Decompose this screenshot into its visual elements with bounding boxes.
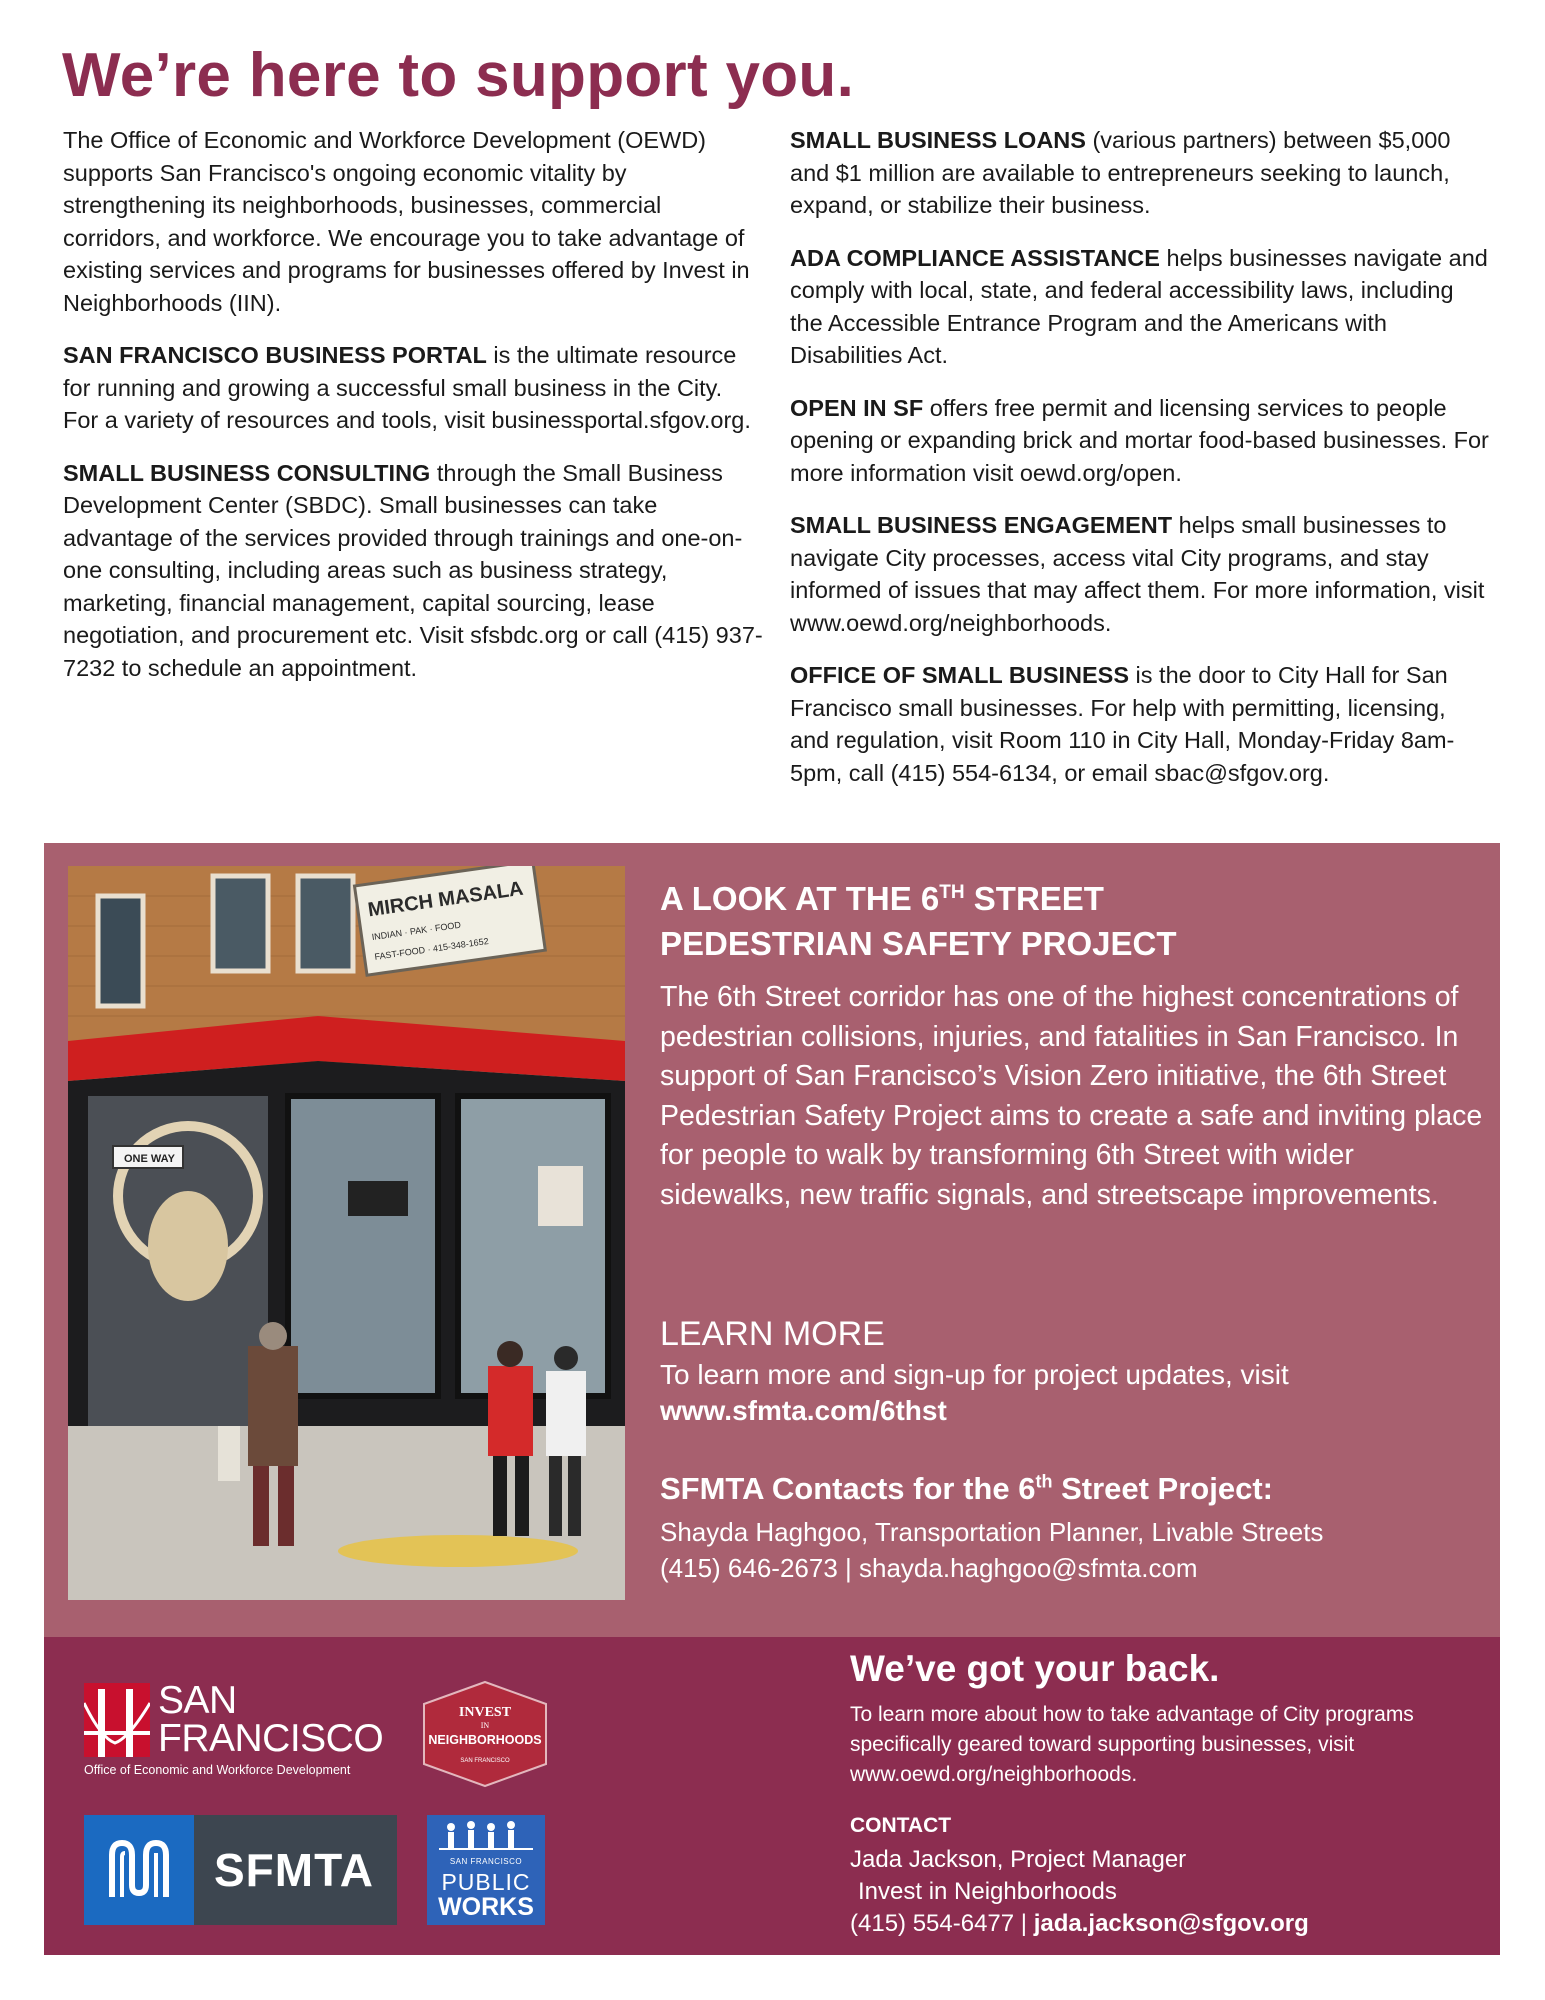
sfmta-contact-info[interactable]: (415) 646-2673 | shayda.haghgoo@sfmta.com <box>660 1553 1198 1583</box>
svg-text:NEIGHBORHOODS: NEIGHBORHOODS <box>428 1733 542 1747</box>
svg-text:SAN FRANCISCO: SAN FRANCISCO <box>460 1758 510 1764</box>
office-small-business-paragraph: OFFICE OF SMALL BUSINESS is the door to City Hall for San Francisco small businesses. For help with permitting, licensing, and regulation, visit Room 110 in City Hall, Monday-Friday 8am-5pm, call (415) 554-6134, or email sbac@sfgov.org. <box>790 662 1455 786</box>
pedestrian-project-title: A LOOK AT THE 6TH STREET PEDESTRIAN SAFETY PROJECT <box>660 880 1177 962</box>
sfmta-contacts-heading: SFMTA Contacts for the 6th Street Project: <box>660 1471 1273 1506</box>
pedestrian-project-description: The 6th Street corridor has one of the highest concentrations of pedestrian collisions, injuries, and fatalities in San Francisco. In support of San Francisco’s Vision Zero initiative, the 6th Street Pedestrian Safety Project aims to create a safe and inviting place for people to walk by transforming 6th Street with wider sidewalks, new traffic signals, and streetscape improvements. <box>660 981 1483 1211</box>
business-portal-paragraph: SAN FRANCISCO BUSINESS PORTAL is the ultimate resource for running and growing a successful small business in the City. For a variety of resources and tools, visit businessportal.sfgov.org. <box>63 342 751 433</box>
contact-email-link[interactable]: jada.jackson@sfgov.org <box>1033 1910 1309 1937</box>
sfmta-logo <box>84 1815 397 1925</box>
sf-logo-line2: FRANCISCO <box>158 1717 384 1760</box>
business-consulting-paragraph: SMALL BUSINESS CONSULTING through the Small Business Development Center (SBDC). Small businesses can take advantage of the services provided through trainings and one-on-one consulting, including areas such as business strategy, marketing, financial management, capital sourcing, lease negotiation, and procurement etc. Visit sfsbdc.org or call (415) 937-7232 to schedule an appointment. <box>63 459 763 681</box>
business-consulting-lead: SMALL BUSINESS CONSULTING <box>63 459 431 486</box>
workers-icon <box>427 1815 545 1855</box>
golden-gate-bridge-icon <box>84 1683 150 1757</box>
project-url-link[interactable]: www.sfmta.com/6thst <box>660 1395 947 1426</box>
street-corner-illustration <box>68 866 625 1600</box>
page-headline: We’re here to support you. <box>62 41 855 110</box>
sf-oewd-logo <box>84 1679 384 1777</box>
learn-more-heading: LEARN MORE <box>660 1315 885 1353</box>
contact-heading: CONTACT <box>850 1814 952 1837</box>
left-column <box>63 124 763 704</box>
restaurant-sign-text: MIRCH MASALA <box>366 877 525 922</box>
public-works-logo: SAN FRANCISCO PUBLIC WORKS <box>427 1815 545 1925</box>
business-loans-paragraph: SMALL BUSINESS LOANS (various partners) between $5,000 and $1 million are available to entrepreneurs seeking to launch, expand, or stabilize their business. <box>790 127 1451 218</box>
contact-phone: (415) 554-6477 | <box>850 1910 1034 1937</box>
learn-more-text: To learn more and sign-up for project updates, visit www.sfmta.com/6thst <box>660 1359 1289 1426</box>
muni-worm-icon <box>84 1815 194 1925</box>
sfmta-wordmark: SFMTA <box>214 1844 375 1896</box>
business-portal-lead: SAN FRANCISCO BUSINESS PORTAL <box>63 342 487 368</box>
contact-details <box>850 1844 1490 1940</box>
ada-compliance-paragraph: ADA COMPLIANCE ASSISTANCE helps businesses navigate and comply with local, state, and federal accessibility laws, including the Accessible Entrance Program and the Americans with Disabilities Act. <box>790 244 1488 368</box>
contact-org: Invest in Neighborhoods <box>858 1878 1117 1905</box>
intro-paragraph: The Office of Economic and Workforce Development (OEWD) supports San Francisco's ongoing economic vitality by strengthening its neighborhoods, businesses, commercial corridors, and workforce. We encourage you to take advantage of existing services and programs for businesses offered by Invest in Neighborhoods (IIN). <box>63 127 750 316</box>
contact-name: Jada Jackson, Project Manager <box>850 1846 1187 1873</box>
svg-text:INDIAN · PAK · FOOD: INDIAN · PAK · FOOD <box>371 919 462 943</box>
svg-text:FAST-FOOD · 415-348-1652: FAST-FOOD · 415-348-1652 <box>373 935 490 962</box>
sf-logo-subtitle: Office of Economic and Workforce Development <box>84 1763 351 1777</box>
sfmta-contact-details: Shayda Haghgoo, Transportation Planner, Livable Streets (415) 646-2673 | shayda.haghgoo@sfmta.com <box>660 1517 1324 1583</box>
business-engagement-paragraph: SMALL BUSINESS ENGAGEMENT helps small businesses to navigate City processes, access vital City programs, and stay informed of issues that may affect them. For more information, visit www.oewd.org/neighborhoods. <box>790 512 1485 636</box>
street-corner-photo <box>68 866 625 1600</box>
open-in-sf-paragraph: OPEN IN SF offers free permit and licensing services to people opening or expanding brick and mortar food-based businesses. For more information visit oewd.org/open. <box>790 394 1489 486</box>
invest-in-neighborhoods-logo <box>420 1680 550 1788</box>
footer-heading: We’ve got your back. <box>850 1648 1220 1689</box>
svg-text:IN: IN <box>480 1721 490 1730</box>
one-way-sign-text: ONE WAY <box>124 1153 175 1165</box>
svg-text:INVEST: INVEST <box>458 1705 512 1720</box>
sf-logo-line1: SAN <box>158 1679 237 1722</box>
footer-text: To learn more about how to take advantage of City programs specifically geared toward supporting businesses, visit www.oewd.org/neighborhoods. <box>850 1703 1414 1786</box>
right-column <box>790 124 1490 809</box>
